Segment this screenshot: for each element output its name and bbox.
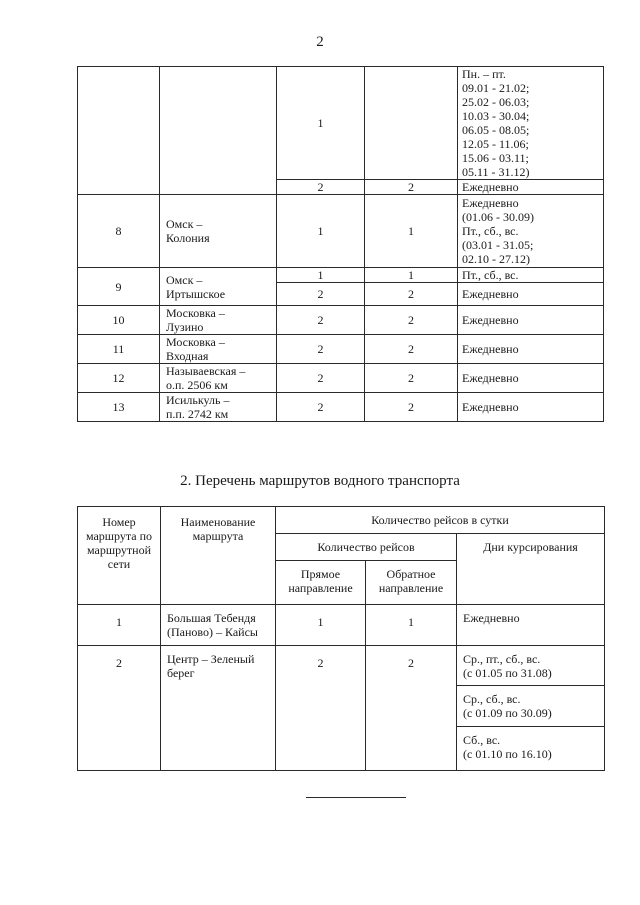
route-name-line: Входная bbox=[166, 349, 209, 363]
section-title: 2. Перечень маршрутов водного транспорта bbox=[180, 473, 460, 489]
route-name-cell bbox=[160, 268, 277, 306]
backward-trips-cell: 1 bbox=[366, 605, 457, 646]
days-cell bbox=[457, 646, 605, 686]
forward-trips-cell: 1 bbox=[276, 605, 366, 646]
backward-trips-cell: 2 bbox=[365, 283, 458, 306]
route-name-line: Лузино bbox=[166, 320, 204, 334]
header-forward bbox=[276, 561, 366, 605]
days-line: Ежедневно bbox=[462, 196, 519, 210]
route-number-cell: 11 bbox=[78, 335, 160, 364]
route-number-cell: 1 bbox=[78, 605, 161, 646]
route-name-line: Колония bbox=[166, 231, 210, 245]
water-routes-table bbox=[77, 506, 605, 771]
route-number-cell: 12 bbox=[78, 364, 160, 393]
route-name-cell bbox=[160, 335, 277, 364]
header-line: направление bbox=[288, 581, 353, 595]
days-cell: Ежедневно bbox=[458, 364, 604, 393]
days-line: 06.05 - 08.05; bbox=[462, 123, 530, 137]
route-name-cell bbox=[160, 393, 277, 422]
header-line: Номер bbox=[102, 515, 136, 529]
forward-trips-cell: 2 bbox=[277, 306, 365, 335]
route-name-line: Большая Тебендя bbox=[167, 611, 256, 625]
forward-trips-cell: 1 bbox=[277, 268, 365, 283]
route-number-cell: 10 bbox=[78, 306, 160, 335]
route-name-line: Иртышское bbox=[166, 286, 226, 301]
days-cell: Ежедневно bbox=[458, 393, 604, 422]
rail-routes-table bbox=[77, 66, 604, 422]
header-backward bbox=[366, 561, 457, 605]
route-number-cell: 13 bbox=[78, 393, 160, 422]
days-cell: Ежедневно bbox=[457, 605, 605, 646]
backward-trips-cell: 1 bbox=[365, 268, 458, 283]
route-name-cell bbox=[160, 306, 277, 335]
days-line: Пт., сб., вс. bbox=[462, 224, 519, 238]
header-line: Обратное bbox=[386, 567, 436, 581]
header-row bbox=[78, 507, 605, 534]
table-row bbox=[78, 195, 604, 268]
days-cell: Ежедневно bbox=[458, 306, 604, 335]
route-name-line: (Паново) – Кайсы bbox=[167, 625, 258, 639]
route-name-line: п.п. 2742 км bbox=[166, 407, 229, 421]
backward-trips-cell: 2 bbox=[365, 364, 458, 393]
header-line: Наименование bbox=[180, 515, 256, 529]
days-line: Пн. – пт. bbox=[462, 67, 506, 81]
route-name-line: Омск – bbox=[166, 272, 203, 287]
days-line: 02.10 - 27.12) bbox=[462, 252, 530, 266]
days-cell: Ежедневно bbox=[458, 180, 604, 195]
backward-trips-cell: 2 bbox=[365, 335, 458, 364]
days-cell bbox=[458, 195, 604, 268]
days-line: Ср., сб., вс. bbox=[463, 692, 521, 706]
header-days: Дни курсирования bbox=[457, 534, 605, 605]
route-number-cell: 8 bbox=[78, 195, 160, 268]
backward-trips-cell: 2 bbox=[365, 306, 458, 335]
route-name-cell bbox=[160, 195, 277, 268]
forward-trips-cell: 2 bbox=[277, 335, 365, 364]
route-name-line: Называевская – bbox=[166, 364, 246, 378]
header-route-name bbox=[161, 507, 276, 605]
route-name-line: Московка – bbox=[166, 306, 225, 320]
table-row bbox=[78, 335, 604, 364]
backward-trips-cell: 2 bbox=[365, 393, 458, 422]
days-line: 25.02 - 06.03; bbox=[462, 95, 530, 109]
forward-trips-cell: 2 bbox=[277, 393, 365, 422]
table-row bbox=[78, 605, 605, 646]
header-line: маршрута bbox=[192, 529, 244, 543]
forward-trips-cell: 1 bbox=[277, 67, 365, 180]
route-name-cell bbox=[161, 646, 276, 771]
route-name-line: о.п. 2506 км bbox=[166, 378, 228, 392]
backward-trips-cell: 1 bbox=[365, 195, 458, 268]
table-row bbox=[78, 364, 604, 393]
route-number-cell: 2 bbox=[78, 646, 161, 771]
days-line: 15.06 - 03.11; bbox=[462, 151, 529, 165]
days-cell bbox=[458, 67, 604, 180]
route-name-line: берег bbox=[167, 666, 195, 680]
forward-trips-cell: 1 bbox=[277, 195, 365, 268]
days-line: 12.05 - 11.06; bbox=[462, 137, 529, 151]
header-line: маршрутной bbox=[86, 543, 151, 557]
days-cell: Ежедневно bbox=[458, 283, 604, 306]
table-row bbox=[78, 67, 604, 180]
days-line: (03.01 - 31.05; bbox=[462, 238, 534, 252]
days-line: 09.01 - 21.02; bbox=[462, 81, 530, 95]
header-line: сети bbox=[107, 557, 131, 571]
header-line: Прямое bbox=[300, 567, 341, 581]
route-name-line: Омск – bbox=[166, 217, 203, 231]
days-line: 05.11 - 31.12) bbox=[462, 165, 530, 179]
forward-trips-cell: 2 bbox=[277, 180, 365, 195]
days-cell: Ежедневно bbox=[458, 335, 604, 364]
header-trips-count: Количество рейсов bbox=[276, 534, 457, 561]
page-number: 2 bbox=[316, 34, 324, 50]
route-number-cell: 9 bbox=[78, 268, 160, 306]
days-line: Сб., вс. bbox=[463, 733, 501, 747]
forward-trips-cell: 2 bbox=[277, 283, 365, 306]
forward-trips-cell: 2 bbox=[276, 646, 366, 771]
table-row bbox=[78, 646, 605, 686]
route-number-cell bbox=[78, 67, 160, 195]
backward-trips-cell: 2 bbox=[366, 646, 457, 771]
route-name-line: Московка – bbox=[166, 335, 225, 349]
header-route-number bbox=[78, 507, 161, 605]
backward-trips-cell bbox=[365, 67, 458, 180]
backward-trips-cell: 2 bbox=[365, 180, 458, 195]
days-line: (01.06 - 30.09) bbox=[462, 210, 534, 224]
route-name-line: Исилькуль – bbox=[166, 393, 230, 407]
days-cell: Пт., сб., вс. bbox=[458, 268, 604, 283]
days-line: (с 01.05 по 31.08) bbox=[463, 666, 552, 680]
header-line: направление bbox=[378, 581, 444, 595]
route-name-cell bbox=[160, 67, 277, 195]
days-line: Ср., пт., сб., вс. bbox=[463, 652, 541, 666]
header-line: маршрута по bbox=[85, 529, 153, 543]
closing-rule bbox=[306, 797, 406, 798]
route-name-cell bbox=[161, 605, 276, 646]
route-name-line: Центр – Зеленый bbox=[167, 652, 255, 666]
table-row bbox=[78, 268, 604, 283]
days-line: (с 01.10 по 16.10) bbox=[463, 747, 552, 761]
days-line: (с 01.09 по 30.09) bbox=[463, 706, 552, 720]
days-cell bbox=[457, 686, 605, 727]
header-trips-per-day: Количество рейсов в сутки bbox=[276, 507, 605, 534]
table-row bbox=[78, 393, 604, 422]
forward-trips-cell: 2 bbox=[277, 364, 365, 393]
days-line: 10.03 - 30.04; bbox=[462, 109, 530, 123]
route-name-cell bbox=[160, 364, 277, 393]
days-cell bbox=[457, 727, 605, 771]
table-row bbox=[78, 306, 604, 335]
